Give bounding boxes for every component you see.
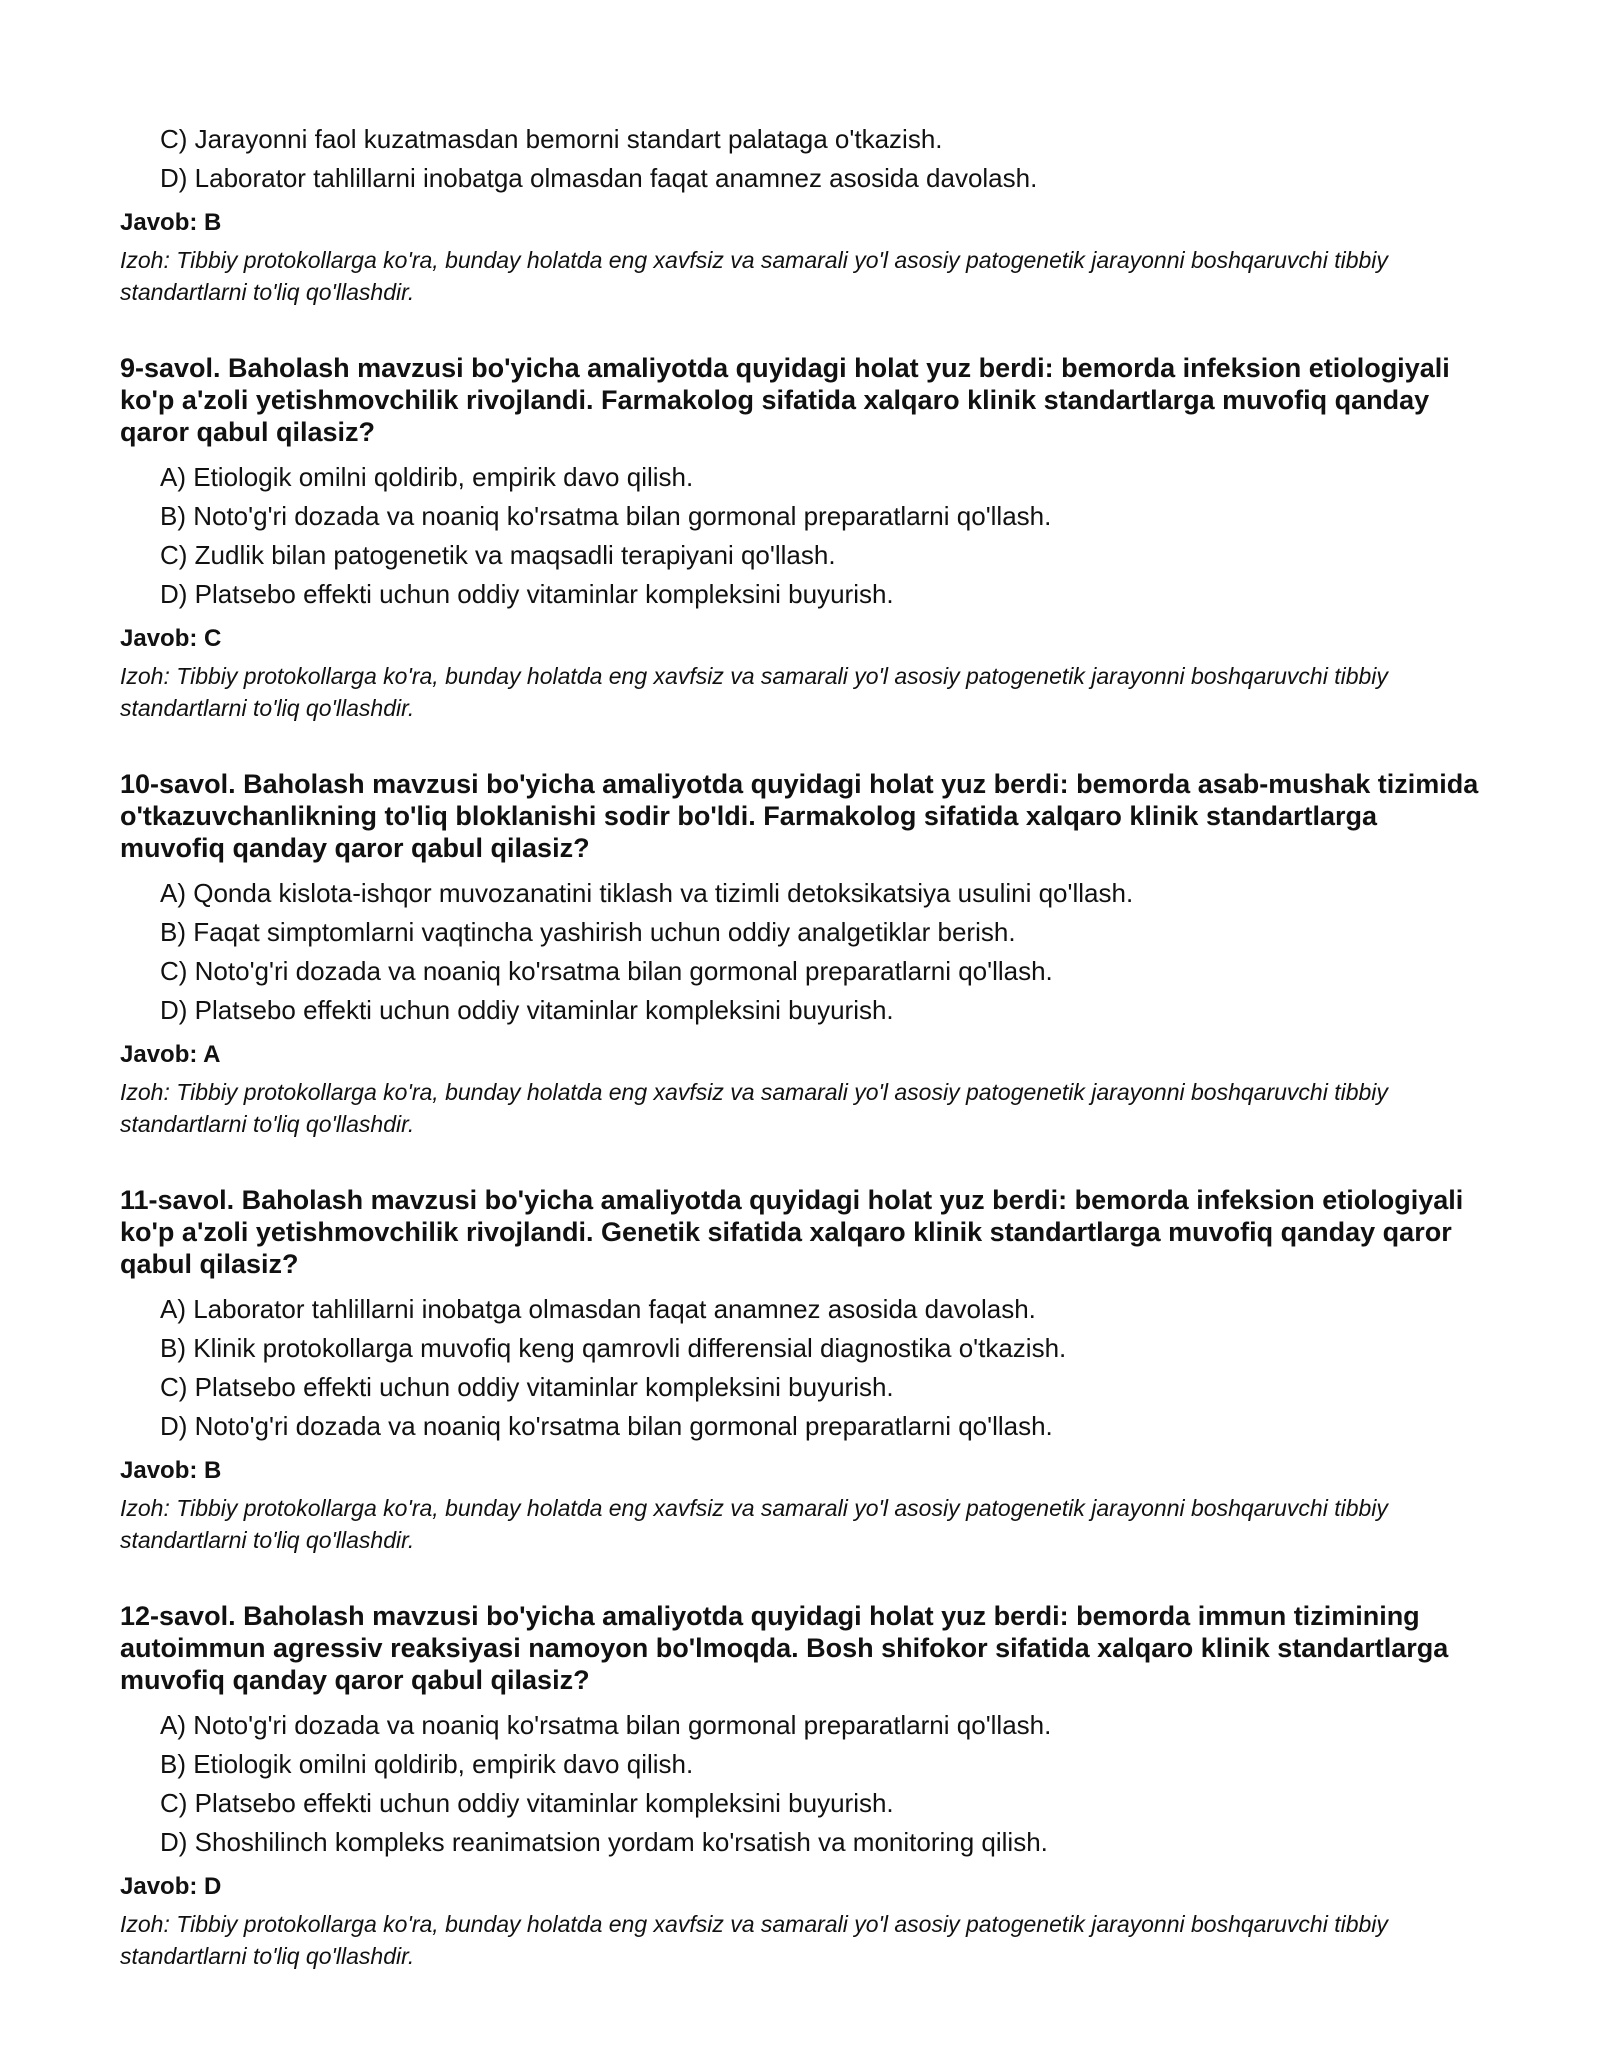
explanation-note: Izoh: Tibbiy protokollarga ko'ra, bunday holatda eng xavfsiz va samarali yo'l asosiy patogenetik jarayonni boshqaruvchi tibbiy standartlarni to'liq qo'llashdir. [120, 663, 1388, 721]
question-9 [120, 352, 1480, 724]
option-c: C) Zudlik bilan patogenetik va maqsadli terapiyani qo'llash. [160, 540, 836, 570]
explanation-note: Izoh: Tibbiy protokollarga ko'ra, bunday holatda eng xavfsiz va samarali yo'l asosiy patogenetik jarayonni boshqaruvchi tibbiy standartlarni to'liq qo'llashdir. [120, 1079, 1388, 1137]
question-text: 11-savol. Baholash mavzusi bo'yicha amaliyotda quyidagi holat yuz berdi: bemorda infeksion etiologiyali ko'p a'zoli yetishmovchilik rivojlandi. Genetik sifatida xalqaro klinik standartlarga muvofiq qanday qaror qabul qilasiz? [120, 1185, 1464, 1279]
question-12 [120, 1600, 1480, 1972]
option-a: A) Noto'g'ri dozada va noaniq ko'rsatma bilan gormonal preparatlarni qo'llash. [160, 1710, 1052, 1740]
question-8-continuation [120, 120, 1480, 308]
question-text: 9-savol. Baholash mavzusi bo'yicha amaliyotda quyidagi holat yuz berdi: bemorda infeksion etiologiyali ko'p a'zoli yetishmovchilik rivojlandi. Farmakolog sifatida xalqaro klinik standartlarga muvofiq qanday qaror qabul qilasiz? [120, 353, 1450, 447]
question-10 [120, 768, 1480, 1140]
answer-line: Javob: B [120, 209, 222, 236]
question-11 [120, 1184, 1480, 1556]
option-d: D) Platsebo effekti uchun oddiy vitaminlar kompleksini buyurish. [160, 995, 894, 1025]
option-d: D) Shoshilinch kompleks reanimatsion yordam ko'rsatish va monitoring qilish. [160, 1827, 1048, 1857]
answer-line: Javob: D [120, 1873, 222, 1900]
option-d: D) Laborator tahlillarni inobatga olmasdan faqat anamnez asosida davolash. [160, 163, 1038, 193]
option-d: D) Noto'g'ri dozada va noaniq ko'rsatma bilan gormonal preparatlarni qo'llash. [160, 1411, 1053, 1441]
option-a: A) Etiologik omilni qoldirib, empirik davo qilish. [160, 462, 694, 492]
option-c: C) Platsebo effekti uchun oddiy vitaminlar kompleksini buyurish. [160, 1788, 894, 1818]
explanation-note: Izoh: Tibbiy protokollarga ko'ra, bunday holatda eng xavfsiz va samarali yo'l asosiy patogenetik jarayonni boshqaruvchi tibbiy standartlarni to'liq qo'llashdir. [120, 247, 1388, 305]
question-text: 12-savol. Baholash mavzusi bo'yicha amaliyotda quyidagi holat yuz berdi: bemorda immun tizimining autoimmun agressiv reaksiyasi namoyon bo'lmoqda. Bosh shifokor sifatida xalqaro klinik standartlarga muvofiq qanday qaror qabul qilasiz? [120, 1601, 1449, 1695]
option-a: A) Qonda kislota-ishqor muvozanatini tiklash va tizimli detoksikatsiya usulini qo'llash. [160, 878, 1134, 908]
option-b: B) Noto'g'ri dozada va noaniq ko'rsatma bilan gormonal preparatlarni qo'llash. [160, 501, 1052, 531]
option-a: A) Laborator tahlillarni inobatga olmasdan faqat anamnez asosida davolash. [160, 1294, 1036, 1324]
answer-line: Javob: C [120, 625, 222, 652]
option-c: C) Jarayonni faol kuzatmasdan bemorni standart palataga o'tkazish. [160, 124, 943, 154]
question-text: 10-savol. Baholash mavzusi bo'yicha amaliyotda quyidagi holat yuz berdi: bemorda asab-mushak tizimida o'tkazuvchanlikning to'liq bloklanishi sodir bo'ldi. Farmakolog sifatida xalqaro klinik standartlarga muvofiq qanday qaror qabul qilasiz? [120, 769, 1479, 863]
explanation-note: Izoh: Tibbiy protokollarga ko'ra, bunday holatda eng xavfsiz va samarali yo'l asosiy patogenetik jarayonni boshqaruvchi tibbiy standartlarni to'liq qo'llashdir. [120, 1495, 1388, 1553]
answer-line: Javob: B [120, 1457, 222, 1484]
answer-line: Javob: A [120, 1041, 221, 1068]
option-b: B) Klinik protokollarga muvofiq keng qamrovli differensial diagnostika o'tkazish. [160, 1333, 1067, 1363]
option-b: B) Faqat simptomlarni vaqtincha yashirish uchun oddiy analgetiklar berish. [160, 917, 1016, 947]
explanation-note: Izoh: Tibbiy protokollarga ko'ra, bunday holatda eng xavfsiz va samarali yo'l asosiy patogenetik jarayonni boshqaruvchi tibbiy standartlarni to'liq qo'llashdir. [120, 1911, 1388, 1969]
option-c: C) Noto'g'ri dozada va noaniq ko'rsatma bilan gormonal preparatlarni qo'llash. [160, 956, 1053, 986]
option-c: C) Platsebo effekti uchun oddiy vitaminlar kompleksini buyurish. [160, 1372, 894, 1402]
option-d: D) Platsebo effekti uchun oddiy vitaminlar kompleksini buyurish. [160, 579, 894, 609]
option-b: B) Etiologik omilni qoldirib, empirik davo qilish. [160, 1749, 694, 1779]
